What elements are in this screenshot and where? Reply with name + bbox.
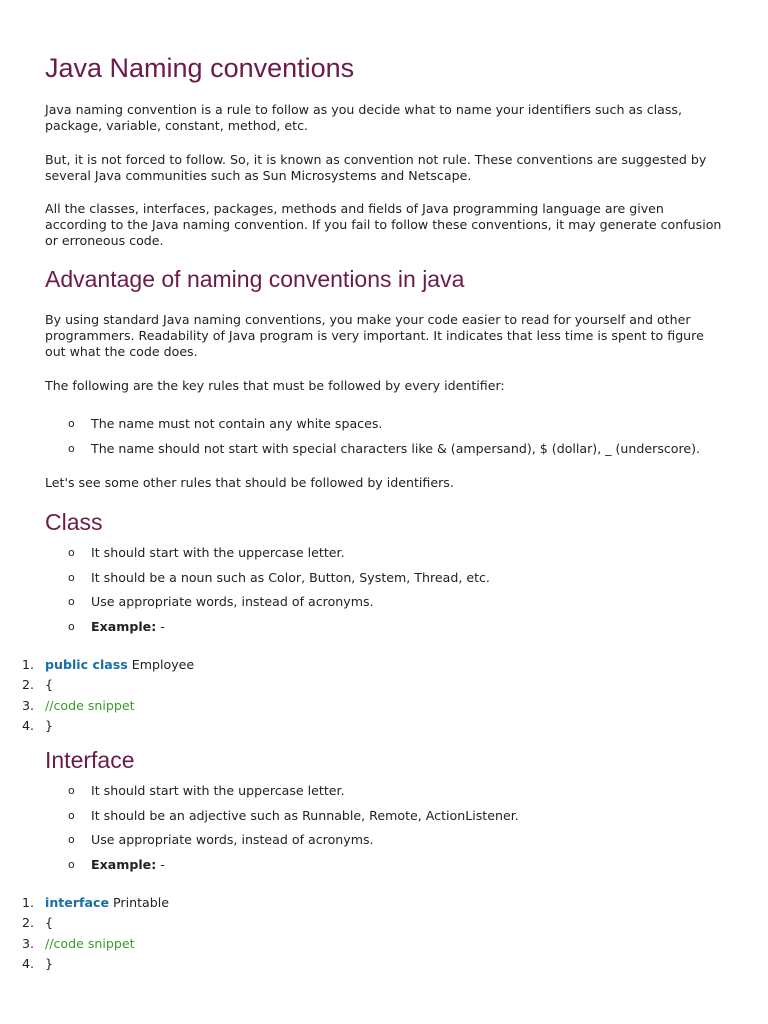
code-comment: //code snippet — [45, 697, 135, 713]
example-label: Example: — [91, 618, 157, 634]
advantage-heading: Advantage of naming conventions in java — [45, 266, 465, 292]
code-keyword: interface — [45, 895, 110, 910]
key-rules-list — [45, 416, 700, 465]
list-item: o It should start with the uppercase letter. — [68, 783, 345, 798]
advantage-paragraph-2: The following are the key rules that must be followed by every identifier: — [45, 378, 505, 393]
class-heading: Class — [45, 509, 103, 535]
line-number: 3. — [21, 935, 34, 951]
list-item: o It should be a noun such as Color, Button, System, Thread, etc. — [68, 569, 490, 585]
interface-rules-list — [45, 783, 519, 881]
list-item: o Example: - — [68, 856, 165, 872]
line-number: 4. — [21, 956, 34, 972]
bullet-icon: o — [68, 595, 75, 609]
bullet-icon: o — [68, 784, 75, 797]
intro-paragraph-3: All the classes, interfaces, packages, methods and fields of Java programming language are given according to the Java naming convention. If you fail to follow these conventions, it may generate confusion or erroneous code. — [45, 201, 722, 248]
intro-paragraph-2: But, it is not forced to follow. So, it is known as convention not rule. These conventions are suggested by several Java communities such as Sun Microsystems and Netscape. — [45, 152, 707, 183]
code-comment: //code snippet — [45, 935, 135, 951]
bullet-icon: o — [68, 619, 75, 633]
intro-paragraph-1: Java naming convention is a rule to follow as you decide what to name your identifiers such as class, package, variable, constant, method, etc. — [45, 102, 682, 133]
bullet-icon: o — [68, 833, 75, 847]
code-identifier: Employee — [127, 657, 195, 672]
line-number: 1. — [21, 895, 34, 910]
advantage-paragraph-1: By using standard Java naming conventions, you make your code easier to read for yourself and other programmers. Readability of Java program is very important. It indicates that less time is spent to figure out what the code does. — [45, 312, 704, 359]
code-keyword: public class — [45, 657, 128, 672]
bullet-icon: o — [68, 417, 75, 430]
list-item: o Use appropriate words, instead of acronyms. — [68, 594, 374, 610]
bullet-icon: o — [68, 808, 75, 822]
list-item: o It should be an adjective such as Runnable, Remote, ActionListener. — [68, 807, 519, 823]
line-number: 2. — [21, 915, 34, 931]
class-rules-list — [45, 545, 490, 643]
line-number: 4. — [21, 718, 34, 734]
example-label: Example: — [91, 856, 157, 872]
list-item: o It should start with the uppercase letter. — [68, 545, 345, 560]
bullet-icon: o — [68, 546, 75, 559]
document-page: Java Naming conventions Java naming convention is a rule to follow as you decide what to name your identifiers such as class, package, variable, constant, method, etc. But, it is not forced to follow. So, it is known as convention not rule. These conventions are suggested by several Java communities such as Sun Microsystems and Netscape. All the classes, interfaces, packages, methods and fields of Java programming language are given according to the Java naming convention. If you fail to follow these conventions, it may generate confusion or erroneous code. Advantage of naming conventions in java By using standard Java naming conventions, you make your code easier to read for yourself and other programmers. Readability of Java program is very important. It indicates that less time is spent to figure out what the code does. The following are the key rules that must be followed by every identifier: o The name must not contain any white spaces. o The name should not start with special characters like & (ampersand), $ (dollar), _ (underscore). Let's see some other rules that should be followed by identifiers. Class o It should start with the uppercase letter. o It should be a noun such as Color, Button, System, Thread, etc. o Use appropriate words, instead of acronyms. o Example: - 1. public class Employee 2. { 3. //code snippet 4. } Interface o It should start with the uppercase letter. o It should be an adjective such as Runnable, Remote, ActionListener. o Use appropriate words, instead of acronyms. o Example: - 1. interface Printable 2. { 3. //code snippet 4. } — [0, 0, 768, 1024]
line-number: 3. — [21, 697, 34, 713]
bullet-icon: o — [68, 570, 75, 584]
line-number: 1. — [21, 657, 34, 672]
list-item: o The name should not start with special characters like & (ampersand), $ (dollar), _ (underscore). — [68, 440, 701, 456]
code-identifier: Printable — [109, 895, 169, 910]
page-title: Java Naming conventions — [45, 53, 355, 83]
list-item: o Example: - — [68, 618, 165, 634]
interface-heading: Interface — [45, 747, 135, 773]
list-item: o The name must not contain any white spaces. — [68, 416, 383, 431]
line-number: 2. — [21, 677, 34, 693]
list-item: o Use appropriate words, instead of acronyms. — [68, 832, 374, 848]
advantage-paragraph-3: Let's see some other rules that should be followed by identifiers. — [45, 475, 454, 490]
bullet-icon: o — [68, 441, 75, 455]
bullet-icon: o — [68, 857, 75, 871]
